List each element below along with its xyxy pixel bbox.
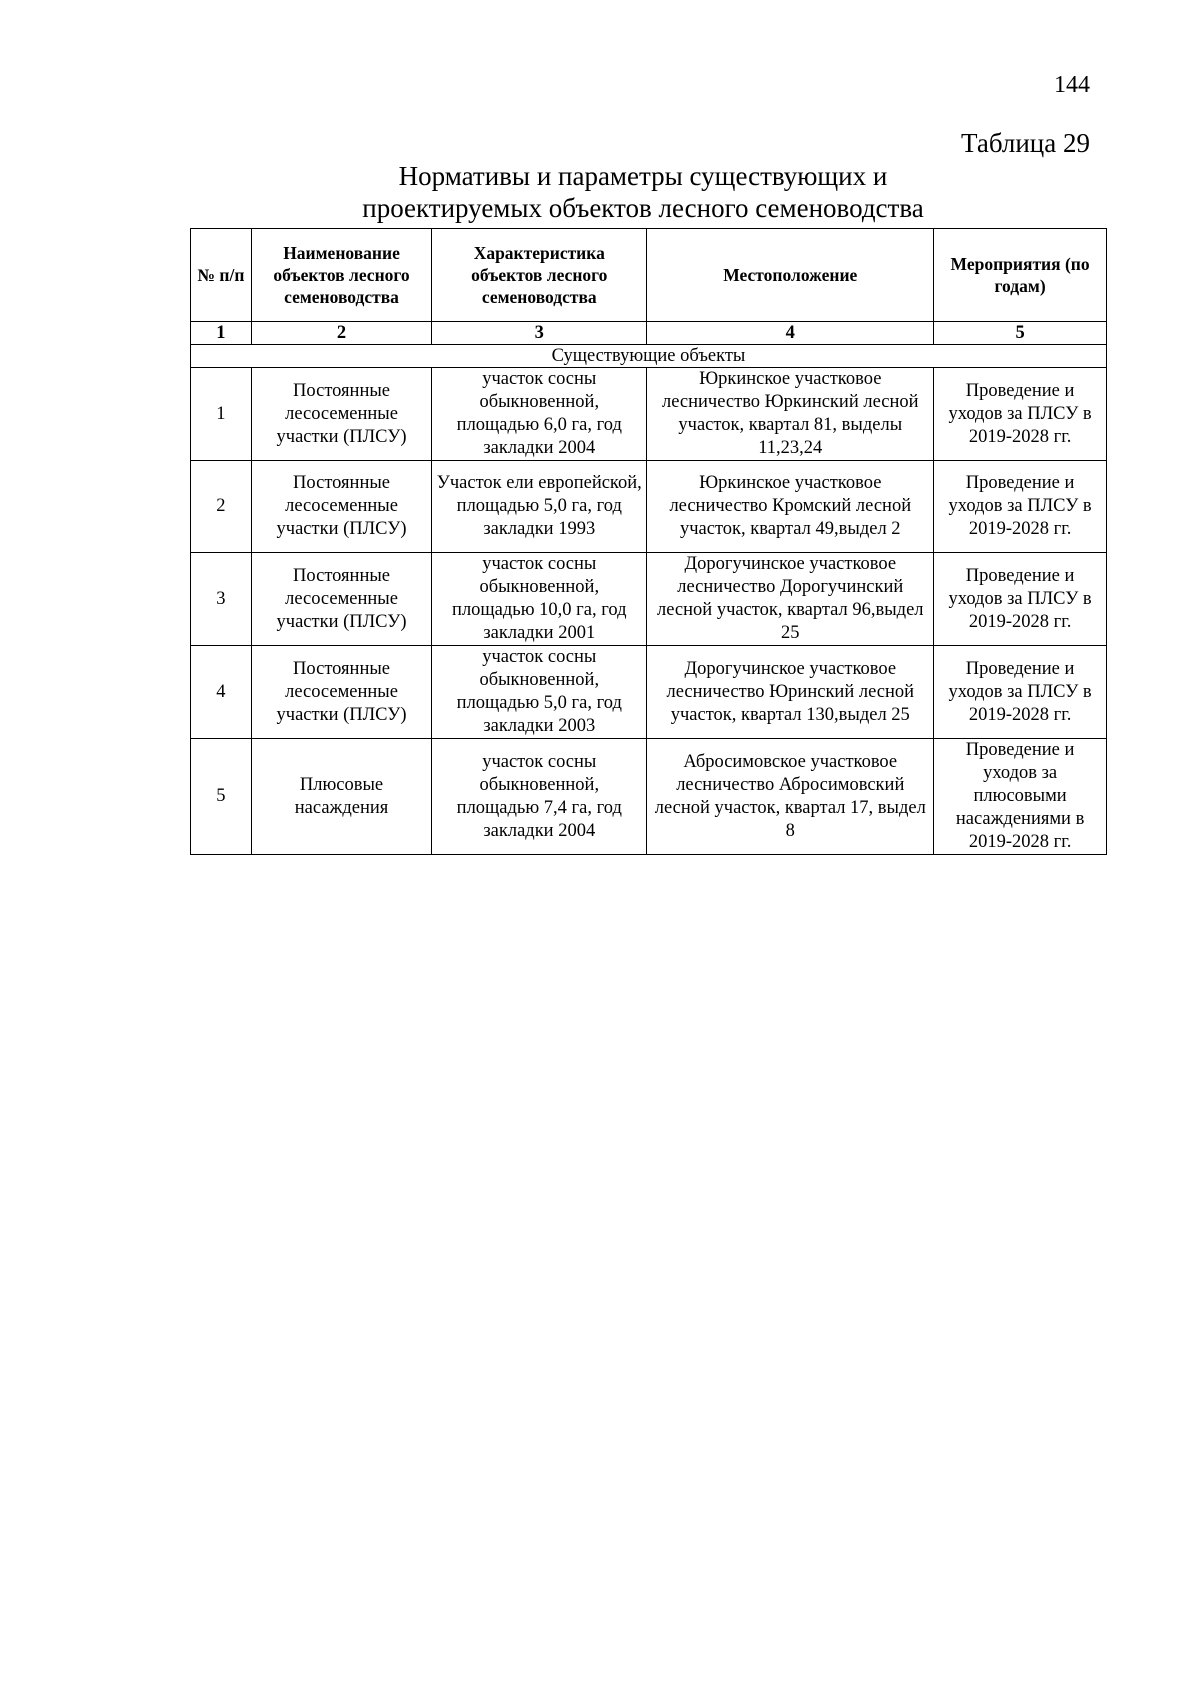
header-characteristic: Характеристика объектов лесного семеноводства: [432, 229, 647, 322]
row-characteristic: участок сосны обыкновенной, площадью 6,0 га, год закладки 2004: [432, 368, 647, 461]
row-activities: Проведение и уходов за ПЛСУ в 2019-2028 гг.: [934, 553, 1107, 646]
row-activities: Проведение и уходов за ПЛСУ в 2019-2028 гг.: [934, 461, 1107, 553]
column-number: 5: [934, 322, 1107, 345]
row-location: Дорогучинское участковое лесничество Юринский лесной участок, квартал 130,выдел 25: [647, 646, 934, 739]
row-characteristic: участок сосны обыкновенной, площадью 5,0 га, год закладки 2003: [432, 646, 647, 739]
row-num: 4: [191, 646, 252, 739]
row-num: 2: [191, 461, 252, 553]
row-activities: Проведение и уходов за плюсовыми насаждениями в 2019-2028 гг.: [934, 739, 1107, 855]
row-num: 5: [191, 739, 252, 855]
page-number: 144: [1054, 72, 1090, 98]
row-name: Постоянные лесосеменные участки (ПЛСУ): [251, 368, 431, 461]
row-num: 3: [191, 553, 252, 646]
table-label: Таблица 29: [961, 128, 1090, 158]
row-activities: Проведение и уходов за ПЛСУ в 2019-2028 гг.: [934, 646, 1107, 739]
row-location: Юркинское участковое лесничество Кромский лесной участок, квартал 49,выдел 2: [647, 461, 934, 553]
header-name: Наименование объектов лесного семеноводства: [251, 229, 431, 322]
row-characteristic: Участок ели европейской, площадью 5,0 га, год закладки 1993: [432, 461, 647, 553]
header-location: Местоположение: [647, 229, 934, 322]
table-row: [191, 368, 1107, 461]
table-row: [191, 739, 1107, 855]
column-number: 2: [251, 322, 431, 345]
column-number: 1: [191, 322, 252, 345]
column-number: 4: [647, 322, 934, 345]
section-row: [191, 345, 1107, 368]
section-label: Существующие объекты: [191, 345, 1107, 368]
table-title-line-1: Нормативы и параметры существующих и: [398, 161, 888, 191]
row-name: Постоянные лесосеменные участки (ПЛСУ): [251, 461, 431, 553]
row-name: Плюсовые насаждения: [251, 739, 431, 855]
header-activities: Мероприятия (по годам): [934, 229, 1107, 322]
column-number: 3: [432, 322, 647, 345]
row-location: Юркинское участковое лесничество Юркинский лесной участок, квартал 81, выделы 11,23,24: [647, 368, 934, 461]
column-number-row: [191, 322, 1107, 345]
header-num: № п/п: [191, 229, 252, 322]
row-num: 1: [191, 368, 252, 461]
table-row: [191, 553, 1107, 646]
table-header-row: [191, 229, 1107, 322]
row-characteristic: участок сосны обыкновенной, площадью 10,0 га, год закладки 2001: [432, 553, 647, 646]
row-activities: Проведение и уходов за ПЛСУ в 2019-2028 гг.: [934, 368, 1107, 461]
row-name: Постоянные лесосеменные участки (ПЛСУ): [251, 553, 431, 646]
row-name: Постоянные лесосеменные участки (ПЛСУ): [251, 646, 431, 739]
row-characteristic: участок сосны обыкновенной, площадью 7,4 га, год закладки 2004: [432, 739, 647, 855]
row-location: Абросимовское участковое лесничество Абросимовский лесной участок, квартал 17, выдел 8: [647, 739, 934, 855]
seed-objects-table: [190, 228, 1107, 855]
table-title: [190, 160, 1096, 224]
table-row: [191, 461, 1107, 553]
table-title-line-2: проектируемых объектов лесного семеноводства: [362, 193, 924, 223]
table-row: [191, 646, 1107, 739]
row-location: Дорогучинское участковое лесничество Дорогучинский лесной участок, квартал 96,выдел 25: [647, 553, 934, 646]
